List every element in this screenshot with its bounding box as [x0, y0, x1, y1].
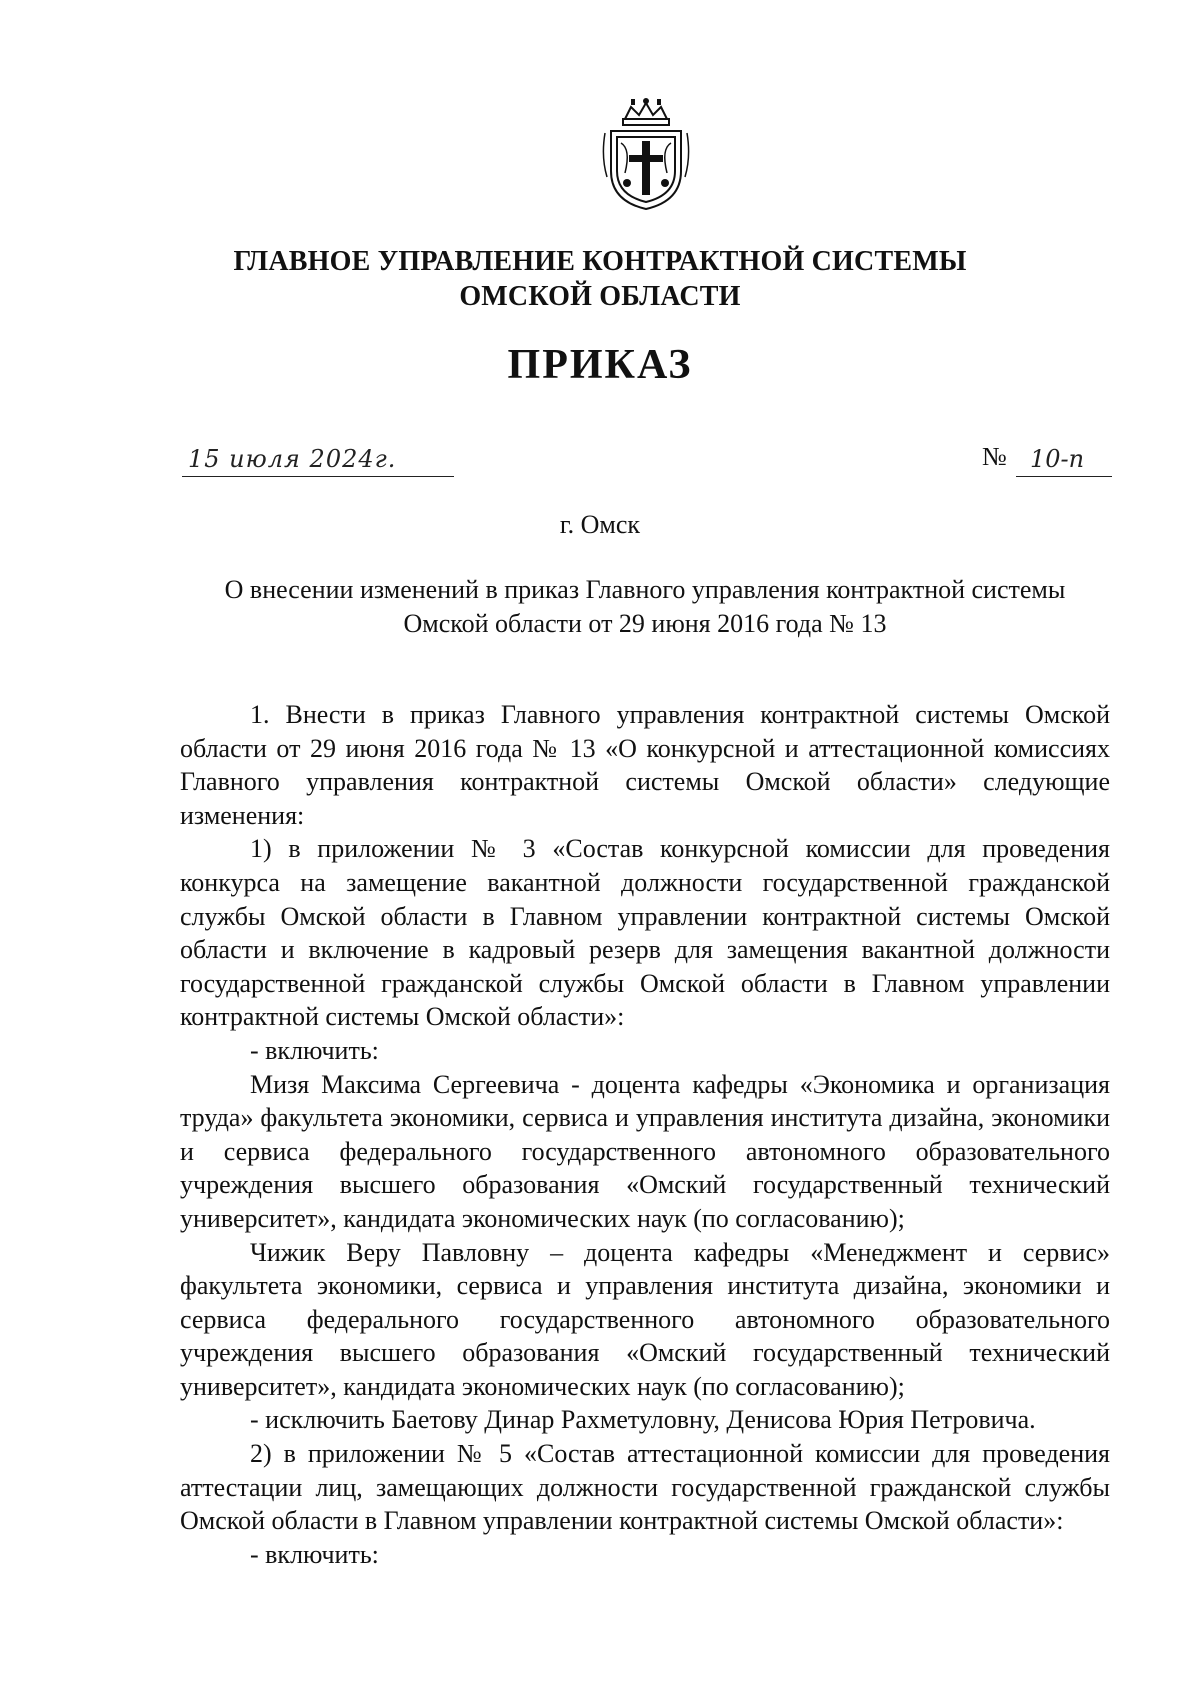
document-type-title: ПРИКАЗ [507, 342, 693, 388]
body-paragraph-7: 2) в приложении № 5 «Состав аттестационной комиссии для проведения аттестации лиц, замещающих должности государственной гражданской службы Омской области в Главном управлении контрактной системы Омской области»: [180, 1439, 1110, 1536]
body-paragraph-2: 1) в приложении № 3 «Состав конкурсной комиссии для проведения конкурса на замещение вакантной должности государственной гражданской службы Омской области в Главном управлении контрактной системы Омской области и включение в кадровый резерв для замещения вакантной должности государственной гражданской службы Омской области в Главном управлении контрактной системы Омской области»: [180, 834, 1110, 1032]
organization-name-line-1: ГЛАВНОЕ УПРАВЛЕНИЕ КОНТРАКТНОЙ СИСТЕМЫ [233, 246, 967, 277]
body-paragraph-4: Мизя Максима Сергеевича - доцента кафедры «Экономика и организация труда» факультета экономики, сервиса и управления института дизайна, экономики и сервиса федерального государственного автономного образовательного учреждения высшего образования «Омский государственный технический университет», кандидата экономических наук (по согласованию); [180, 1069, 1110, 1233]
order-body [180, 698, 1110, 1571]
subject-line-1: О внесении изменений в приказ Главного управления контрактной системы [224, 575, 1066, 604]
organization-name-line-2: ОМСКОЙ ОБЛАСТИ [459, 281, 741, 312]
order-subject [180, 573, 1110, 641]
omsk-coat-of-arms-emblem [601, 97, 691, 213]
city-line: г. Омск [559, 510, 641, 539]
subject-line-2: Омской области от 29 июня 2016 года № 13 [403, 609, 887, 638]
number-label: № [982, 442, 1007, 471]
number-field [1016, 442, 1112, 477]
body-paragraph-8: - включить: [250, 1539, 379, 1569]
body-paragraph-3: - включить: [250, 1035, 379, 1065]
handwritten-date: 15 июля 2024г. [188, 445, 397, 473]
date-field [182, 442, 454, 477]
handwritten-number: 10-п [1030, 445, 1085, 473]
body-paragraph-6: - исключить Баетову Динар Рахметуловну, Денисова Юрия Петровича. [250, 1405, 1036, 1435]
body-paragraph-5: Чижик Веру Павловну – доцента кафедры «Менеджмент и сервис» факультета экономики, сервиса и управления института дизайна, экономики и сервиса федерального государственного автономного образовательного учреждения высшего образования «Омский государственный технический университет», кандидата экономических наук (по согласованию); [180, 1237, 1110, 1401]
body-paragraph-1: 1. Внести в приказ Главного управления контрактной системы Омской области от 29 июня 2016 года № 13 «О конкурсной и аттестационной комиссиях Главного управления контрактной системы Омской области» следующие изменения: [180, 700, 1110, 830]
